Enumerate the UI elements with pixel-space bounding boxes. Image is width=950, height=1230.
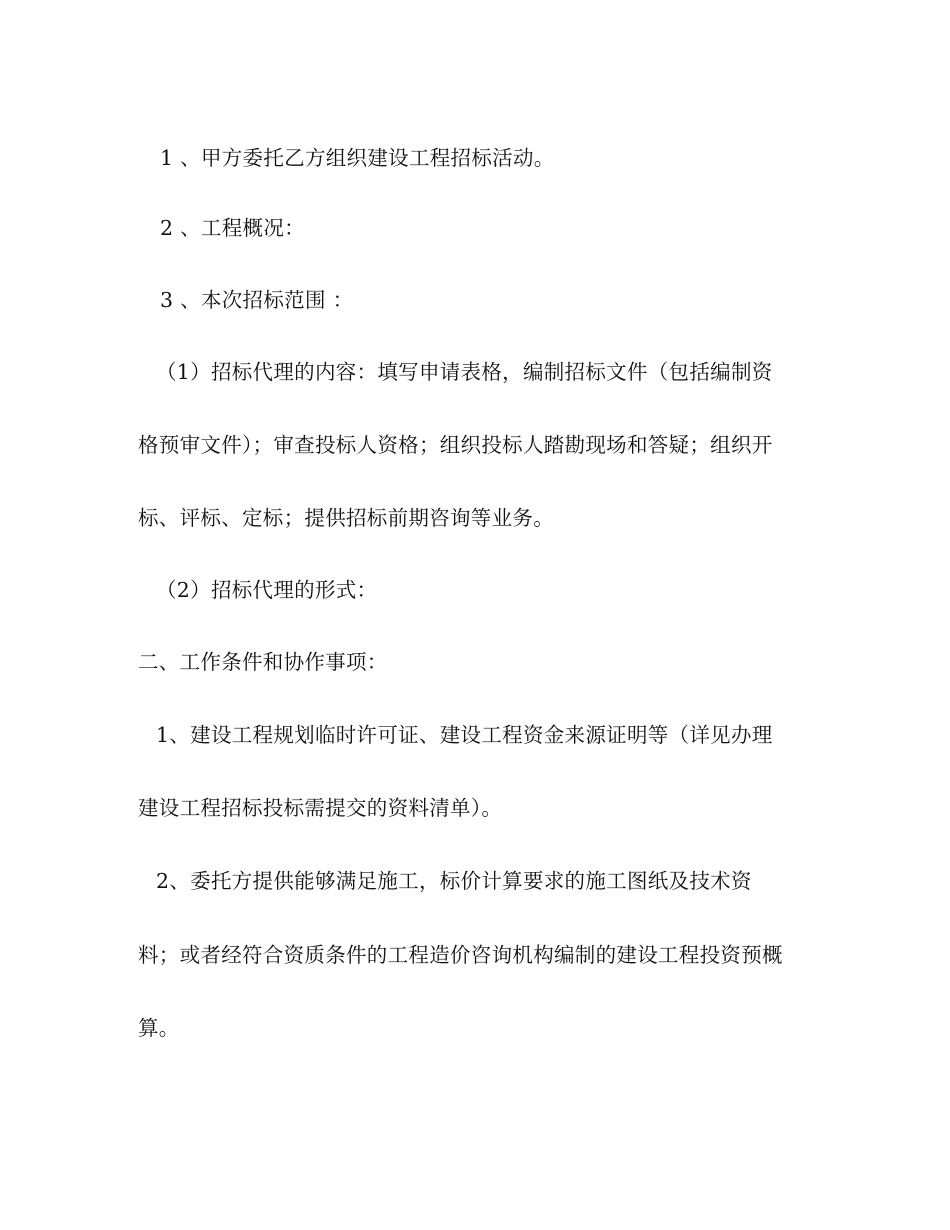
condition-1-line-1: 1、建设工程规划临时许可证、建设工程资金来源证明等（详见办理 [156, 723, 773, 747]
clause-3-1-line-3: 标、评标、定标；提供招标前期咨询等业务。 [138, 506, 554, 530]
condition-1-line-2: 建设工程招标投标需提交的资料清单）。 [138, 796, 503, 820]
condition-2-line-3: 算。 [138, 1016, 180, 1040]
clause-3-line: 3 、本次招标范围 ： [160, 288, 354, 312]
section-2-heading: 二、工作条件和协作事项： [138, 650, 388, 674]
clause-1-line: 1 、甲方委托乙方组织建设工程招标活动。 [160, 146, 555, 170]
clause-2-line: 2 、工程概况： [160, 216, 305, 240]
clause-3-1-line-1: （1）招标代理的内容：填写申请表格，编制招标文件（包括编制资 [156, 360, 773, 384]
condition-2-line-2: 料；或者经符合资质条件的工程造价咨询机构编制的建设工程投资预概 [138, 943, 783, 967]
clause-3-2-line: （2）招标代理的形式： [156, 578, 378, 602]
condition-2-line-1: 2、委托方提供能够满足施工，标价计算要求的施工图纸及技术资 [156, 869, 752, 893]
clause-3-1-line-2: 格预审文件）；审查投标人资格；组织投标人踏勘现场和答疑；组织开 [138, 433, 773, 457]
